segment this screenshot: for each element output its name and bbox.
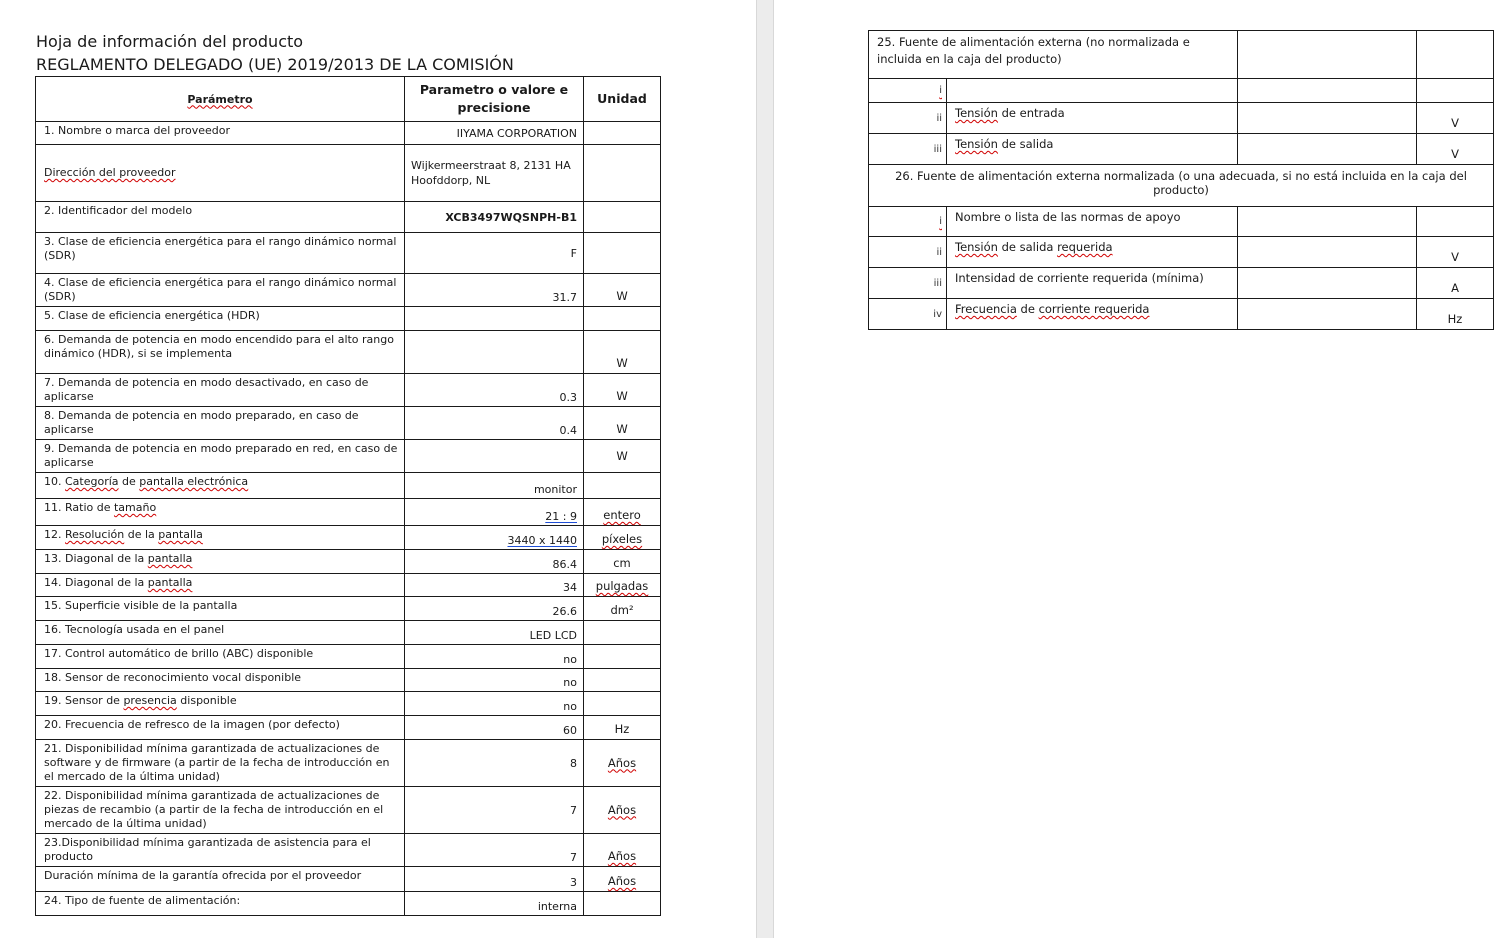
table-row bbox=[36, 574, 661, 597]
document-subtitle: REGLAMENTO DELEGADO (UE) 2019/2013 DE LA COMISIÓN bbox=[36, 55, 514, 74]
row-number bbox=[869, 207, 947, 237]
row-param bbox=[36, 145, 405, 202]
table-row bbox=[36, 307, 661, 331]
row-unit bbox=[584, 867, 661, 892]
row-unit-text: Años bbox=[607, 802, 637, 817]
row-param: 21. Disponibilidad mínima garantizada de actualizaciones de software y de firmware (a partir de la fecha de introducción en el mercado de la última unidad) bbox=[36, 740, 405, 787]
row-param: 20. Frecuencia de refresco de la imagen (por defecto) bbox=[36, 716, 405, 740]
row-param: 6. Demanda de potencia en modo encendido para el alto rango dinámico (HDR), si se implementa bbox=[36, 331, 405, 374]
table-row bbox=[869, 237, 1494, 268]
row-param-squiggle: pantalla electrónica bbox=[139, 475, 249, 488]
row-unit: V bbox=[1417, 103, 1494, 134]
table-row bbox=[36, 526, 661, 550]
row-unit: dm² bbox=[584, 597, 661, 621]
row-param: 2. Identificador del modelo bbox=[36, 202, 405, 233]
table-row bbox=[36, 787, 661, 834]
section26-title-row bbox=[869, 165, 1494, 207]
row-value bbox=[1238, 134, 1417, 165]
row-param: 12. Resolución de la pantalla bbox=[36, 526, 405, 550]
row-unit bbox=[584, 233, 661, 274]
row-unit bbox=[1417, 207, 1494, 237]
row-unit: W bbox=[584, 331, 661, 374]
table-row bbox=[36, 669, 661, 692]
table-row bbox=[36, 892, 661, 916]
row-value: 60 bbox=[405, 716, 584, 740]
header-unit: Unidad bbox=[584, 77, 661, 122]
row-param-squiggle: Resolución bbox=[65, 528, 125, 541]
row-value: IIYAMA CORPORATION bbox=[405, 122, 584, 145]
table-row bbox=[36, 122, 661, 145]
row-param: 23.Disponibilidad mínima garantizada de asistencia para el producto bbox=[36, 834, 405, 867]
row-unit-text: píxeles bbox=[601, 532, 643, 546]
row-param-squiggle: tamaño bbox=[113, 501, 157, 514]
row-label-squiggle: Tensión bbox=[955, 106, 998, 120]
row-label-squiggle: Tensión bbox=[955, 137, 998, 151]
row-label-squiggle: requerida bbox=[1057, 240, 1113, 254]
row-value: interna bbox=[405, 892, 584, 916]
row-value: 26.6 bbox=[405, 597, 584, 621]
row-label: Frecuencia de corriente requerida bbox=[947, 299, 1238, 330]
row-value bbox=[1238, 268, 1417, 299]
row-unit bbox=[1417, 79, 1494, 103]
row-unit: W bbox=[584, 407, 661, 440]
table-header-row bbox=[36, 77, 661, 122]
row-value: 0.4 bbox=[405, 407, 584, 440]
table-row bbox=[36, 550, 661, 574]
row-param: 1. Nombre o marca del proveedor bbox=[36, 122, 405, 145]
row-label-squiggle: corriente requerida bbox=[1038, 302, 1150, 316]
header-param bbox=[36, 77, 405, 122]
table-row bbox=[36, 716, 661, 740]
row-param: 19. Sensor de presencia disponible bbox=[36, 692, 405, 716]
table-row bbox=[36, 834, 661, 867]
row-param-squiggle: pantalla bbox=[147, 576, 193, 589]
row-unit: V bbox=[1417, 134, 1494, 165]
table-row bbox=[36, 867, 661, 892]
row-param: 5. Clase de eficiencia energética (HDR) bbox=[36, 307, 405, 331]
row-unit bbox=[584, 526, 661, 550]
table-row bbox=[36, 407, 661, 440]
table-row bbox=[36, 374, 661, 407]
table-row bbox=[36, 145, 661, 202]
row-param: Duración mínima de la garantía ofrecida por el proveedor bbox=[36, 867, 405, 892]
row-param: 22. Disponibilidad mínima garantizada de actualizaciones de piezas de recambio (a partir de la fecha de introducción en el mercado de la última unidad) bbox=[36, 787, 405, 834]
row-label: Tensión de salida bbox=[947, 134, 1238, 165]
table-row bbox=[869, 103, 1494, 134]
table-row bbox=[36, 274, 661, 307]
row-value bbox=[405, 499, 584, 526]
row-value: 7 bbox=[405, 787, 584, 834]
row-number: ii bbox=[869, 103, 947, 134]
row-unit bbox=[584, 621, 661, 645]
row-label-squiggle: Frecuencia bbox=[955, 302, 1017, 316]
table-row bbox=[36, 202, 661, 233]
row-param: 15. Superficie visible de la pantalla bbox=[36, 597, 405, 621]
row-unit bbox=[584, 834, 661, 867]
row-value-text: 3440 x 1440 bbox=[507, 534, 577, 547]
row-value bbox=[1238, 103, 1417, 134]
page-gap bbox=[756, 0, 774, 938]
row-unit bbox=[584, 669, 661, 692]
section25-title: 25. Fuente de alimentación externa (no normalizada e incluida en la caja del producto) bbox=[869, 31, 1238, 79]
row-param: 17. Control automático de brillo (ABC) disponible bbox=[36, 645, 405, 669]
table-row bbox=[36, 331, 661, 374]
header-param-label: Parámetro bbox=[187, 92, 253, 106]
row-label: Intensidad de corriente requerida (mínima) bbox=[947, 268, 1238, 299]
row-label-squiggle: Tensión bbox=[955, 240, 998, 254]
row-param-squiggle: presencia bbox=[123, 694, 177, 707]
row-unit bbox=[584, 145, 661, 202]
row-param: 10. Categoría de pantalla electrónica bbox=[36, 473, 405, 499]
table-row bbox=[36, 499, 661, 526]
row-unit bbox=[584, 892, 661, 916]
row-number: ii bbox=[869, 237, 947, 268]
row-unit: W bbox=[584, 440, 661, 473]
row-value: no bbox=[405, 692, 584, 716]
row-param-squiggle: pantalla bbox=[147, 552, 193, 565]
table-row bbox=[869, 134, 1494, 165]
document-title: Hoja de información del producto bbox=[36, 32, 304, 51]
row-value bbox=[1238, 237, 1417, 268]
row-param: 18. Sensor de reconocimiento vocal disponible bbox=[36, 669, 405, 692]
row-unit: V bbox=[1417, 237, 1494, 268]
row-unit bbox=[584, 122, 661, 145]
row-unit-text: Años bbox=[607, 755, 637, 770]
table-row bbox=[869, 207, 1494, 237]
row-number-text: i bbox=[939, 85, 942, 96]
row-value bbox=[405, 307, 584, 331]
table-row bbox=[36, 597, 661, 621]
row-param: 14. Diagonal de la pantalla bbox=[36, 574, 405, 597]
table-row bbox=[869, 299, 1494, 330]
row-unit bbox=[584, 307, 661, 331]
section25-unit bbox=[1417, 31, 1494, 79]
row-number: iv bbox=[869, 299, 947, 330]
row-value: 34 bbox=[405, 574, 584, 597]
row-value bbox=[405, 526, 584, 550]
row-value: XCB3497WQSNPH-B1 bbox=[405, 202, 584, 233]
row-param: 24. Tipo de fuente de alimentación: bbox=[36, 892, 405, 916]
header-value: Parametro o valore e precisione bbox=[405, 77, 584, 122]
row-number-text: i bbox=[939, 216, 942, 227]
row-param: 11. Ratio de tamaño bbox=[36, 499, 405, 526]
row-value: 31.7 bbox=[405, 274, 584, 307]
table-row bbox=[869, 268, 1494, 299]
row-unit bbox=[584, 574, 661, 597]
row-label: Tensión de entrada bbox=[947, 103, 1238, 134]
row-label: Nombre o lista de las normas de apoyo bbox=[947, 207, 1238, 237]
row-param: 8. Demanda de potencia en modo preparado, en caso de aplicarse bbox=[36, 407, 405, 440]
row-unit: Hz bbox=[1417, 299, 1494, 330]
table-row bbox=[36, 473, 661, 499]
table-row bbox=[36, 645, 661, 669]
row-param: 3. Clase de eficiencia energética para el rango dinámico normal (SDR) bbox=[36, 233, 405, 274]
row-value bbox=[405, 331, 584, 374]
row-param: 4. Clase de eficiencia energética para el rango dinámico normal (SDR) bbox=[36, 274, 405, 307]
row-param-text: Dirección del proveedor bbox=[44, 166, 176, 179]
row-value: no bbox=[405, 669, 584, 692]
row-number: iii bbox=[869, 268, 947, 299]
row-unit: cm bbox=[584, 550, 661, 574]
product-info-table bbox=[35, 76, 661, 916]
row-value bbox=[1238, 79, 1417, 103]
row-number: iii bbox=[869, 134, 947, 165]
row-unit bbox=[584, 787, 661, 834]
row-param: 7. Demanda de potencia en modo desactivado, en caso de aplicarse bbox=[36, 374, 405, 407]
row-unit: Hz bbox=[584, 716, 661, 740]
section25-title-row bbox=[869, 31, 1494, 79]
row-value: 7 bbox=[405, 834, 584, 867]
row-value: 8 bbox=[405, 740, 584, 787]
row-unit: W bbox=[584, 274, 661, 307]
row-unit-text: Años bbox=[607, 874, 637, 888]
row-param: 9. Demanda de potencia en modo preparado en red, en caso de aplicarse bbox=[36, 440, 405, 473]
row-value: Wijkermeerstraat 8, 2131 HA Hoofddorp, NL bbox=[405, 145, 584, 202]
row-unit bbox=[584, 473, 661, 499]
row-param-squiggle: Categoría bbox=[65, 475, 119, 488]
row-label: Tensión de salida requerida bbox=[947, 237, 1238, 268]
row-param: 16. Tecnología usada en el panel bbox=[36, 621, 405, 645]
row-unit bbox=[584, 499, 661, 526]
power-supply-table bbox=[868, 30, 1494, 330]
row-value: monitor bbox=[405, 473, 584, 499]
table-row bbox=[869, 79, 1494, 103]
row-value: LED LCD bbox=[405, 621, 584, 645]
section25-value bbox=[1238, 31, 1417, 79]
row-value bbox=[1238, 299, 1417, 330]
row-number bbox=[869, 79, 947, 103]
row-value: 3 bbox=[405, 867, 584, 892]
row-value-text: 21 : 9 bbox=[545, 510, 577, 523]
row-value: F bbox=[405, 233, 584, 274]
row-value: 86.4 bbox=[405, 550, 584, 574]
row-value bbox=[405, 440, 584, 473]
row-unit: W bbox=[584, 374, 661, 407]
row-unit-text: Años bbox=[607, 849, 637, 863]
table-row bbox=[36, 440, 661, 473]
table-row bbox=[36, 621, 661, 645]
row-param: 13. Diagonal de la pantalla bbox=[36, 550, 405, 574]
row-label bbox=[947, 79, 1238, 103]
table-row bbox=[36, 740, 661, 787]
row-unit bbox=[584, 740, 661, 787]
row-value bbox=[1238, 207, 1417, 237]
table-row bbox=[36, 692, 661, 716]
row-param-squiggle: pantalla bbox=[158, 528, 203, 541]
row-unit bbox=[584, 202, 661, 233]
section26-title: 26. Fuente de alimentación externa normalizada (o una adecuada, si no está incluida en la caja del producto) bbox=[869, 165, 1494, 207]
row-unit-text: entero bbox=[603, 508, 641, 522]
row-unit bbox=[584, 692, 661, 716]
row-value: no bbox=[405, 645, 584, 669]
row-unit-text: pulgadas bbox=[595, 579, 649, 593]
row-unit: A bbox=[1417, 268, 1494, 299]
row-unit bbox=[584, 645, 661, 669]
row-value: 0.3 bbox=[405, 374, 584, 407]
table-row bbox=[36, 233, 661, 274]
